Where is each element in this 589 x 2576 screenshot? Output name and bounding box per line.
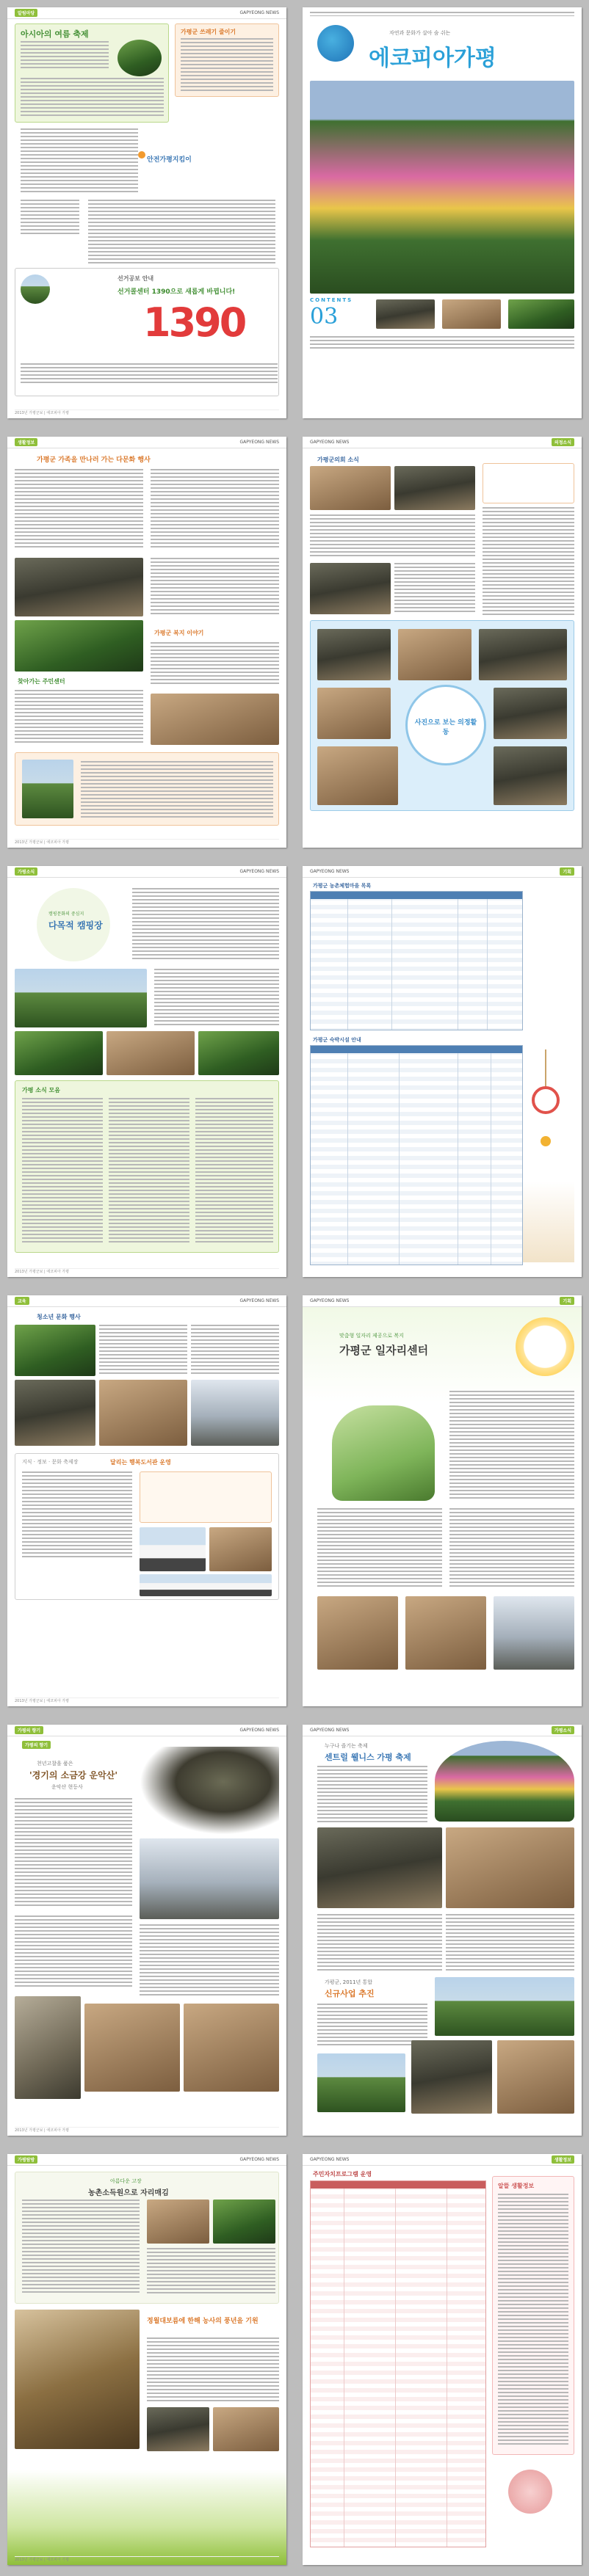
library-label: 지식 · 정보 · 문화 축제장 xyxy=(22,1459,79,1465)
project-photo-1 xyxy=(435,1977,574,2036)
gallery-photo-4 xyxy=(317,688,391,739)
library-title: 달리는 행복도서관 운영 xyxy=(110,1458,171,1466)
gallery-photo-7 xyxy=(494,746,567,805)
article-title: 가평군 가족을 만나러 가는 다문화 행사 xyxy=(37,456,151,464)
village-text-3 xyxy=(147,2337,279,2404)
temple-photo-1 xyxy=(140,1838,279,1919)
village-title: 농촌소득원으로 자리매김 xyxy=(88,2189,169,2197)
festival-title: 센트럴 웰니스 가평 축제 xyxy=(325,1753,411,1762)
gallery-photo-5 xyxy=(494,688,567,739)
camping-photo-1 xyxy=(15,969,147,1027)
article-text-3 xyxy=(151,558,279,616)
festival-photo xyxy=(435,1741,574,1822)
spread-2 xyxy=(0,429,589,859)
temple-title: '경기의 소금강 운악산' xyxy=(29,1770,118,1780)
election-title: 선거공보 안내 xyxy=(118,274,154,282)
village-quote: 정월대보름에 한해 농사의 풍년을 기원 xyxy=(147,2318,259,2325)
festival-text-2 xyxy=(21,78,164,118)
village-photo-2 xyxy=(213,2200,275,2244)
article-text-2 xyxy=(151,469,279,550)
article-text xyxy=(15,469,143,550)
article-photo-2 xyxy=(15,620,143,672)
article-title: 가평군의회 소식 xyxy=(317,456,359,463)
village-photo-3 xyxy=(15,2310,140,2449)
gallery-photo-3 xyxy=(479,629,567,680)
section-text-2 xyxy=(15,690,143,745)
edu-photo-4 xyxy=(191,1380,279,1446)
page-notice xyxy=(7,7,286,418)
contents-thumb-2 xyxy=(442,299,501,329)
jobs-photo-2 xyxy=(405,1596,486,1670)
jobs-text-3 xyxy=(449,1508,574,1589)
festival-text-3 xyxy=(446,1914,574,1973)
header-center: GAPYEONG NEWS xyxy=(310,1298,350,1303)
page-tab: 가평탐방 xyxy=(15,2155,37,2164)
page-education xyxy=(7,1295,286,1706)
cover-photo xyxy=(310,81,574,294)
camping-intro xyxy=(132,888,279,961)
jobs-text-2 xyxy=(317,1508,442,1589)
cover-top-line xyxy=(310,12,574,16)
festival-sub: 누구나 즐기는 축제 xyxy=(325,1743,368,1749)
election-illustration xyxy=(21,274,50,304)
issue-number: 03 xyxy=(310,304,339,330)
notice-text xyxy=(21,128,138,194)
side-notes xyxy=(21,200,79,236)
page-tab: 알림마당 xyxy=(15,9,37,17)
page-header xyxy=(303,1725,582,1736)
article-title: 청소년 문화 행사 xyxy=(37,1313,81,1320)
page-header xyxy=(7,2154,286,2166)
contents-label: CONTENTS xyxy=(310,297,353,303)
page-header xyxy=(7,1295,286,1307)
news-col-1 xyxy=(22,1098,103,1245)
tips-title: 알뜰 생활정보 xyxy=(498,2182,535,2189)
camping-photo-4 xyxy=(198,1031,279,1075)
festival-photo-2 xyxy=(317,1827,442,1908)
page-tab: 생활정보 xyxy=(552,2155,574,2164)
decor-illustration xyxy=(523,1182,574,1262)
library-text xyxy=(22,1471,132,1560)
gallery-photo-2 xyxy=(398,629,471,680)
news-col-3 xyxy=(195,1098,273,1245)
page-footer: 2013년 가평군보 | 에코피아 가평 xyxy=(15,1268,279,1274)
temple-tree-photo xyxy=(140,1747,279,1835)
temple-pagoda-photo xyxy=(15,1996,81,2099)
jobs-sub: 맞춤형 일자리 제공으로 복지 xyxy=(339,1333,404,1339)
page-programs xyxy=(303,2154,582,2565)
festival-photo xyxy=(118,40,162,76)
camping-sub: 캠핑문화의 중심지 xyxy=(48,912,84,917)
section-title-2: 찾아가는 주민센터 xyxy=(18,677,65,685)
page-header xyxy=(303,2154,582,2166)
edu-photo-1 xyxy=(15,1325,95,1376)
sidebar-title: 가평군 쓰레기 줄이기 xyxy=(181,28,236,35)
election-footer-text xyxy=(21,363,278,385)
spread-5 xyxy=(0,1717,589,2147)
festival-text-2 xyxy=(317,1914,442,1973)
brand-mark xyxy=(138,151,145,159)
cover-tagline: 자연과 문화가 살아 숨 쉬는 xyxy=(389,30,451,36)
page-tab: 기획 xyxy=(560,867,574,876)
table-title-2: 가평군 숙박시설 안내 xyxy=(313,1036,361,1043)
camping-photo-3 xyxy=(106,1031,195,1075)
tips-text xyxy=(498,2194,568,2447)
decor-lantern xyxy=(532,1086,560,1114)
village-photo-4 xyxy=(147,2407,209,2451)
library-bus-photo-2 xyxy=(140,1574,272,1596)
page-tab: 가평소식 xyxy=(15,867,37,876)
edu-photo-2 xyxy=(15,1380,95,1446)
festival-title: 아시아의 여름 축제 xyxy=(21,29,89,39)
page-header xyxy=(303,437,582,448)
temple-text xyxy=(15,1798,132,1908)
gallery-photo-1 xyxy=(317,629,391,680)
page-jobs xyxy=(303,1295,582,1706)
page-footer: 2013년 가평군보 | 에코피아 가평 xyxy=(15,839,279,845)
page-header xyxy=(7,7,286,19)
temple-badge: 가평의 향기 xyxy=(22,1741,51,1749)
election-callout: 선거콜센터 1390으로 새롭게 바뀝니다! xyxy=(118,288,236,296)
jobs-photo-1 xyxy=(317,1596,398,1670)
page-tab: 가평의 향기 xyxy=(15,1726,43,1734)
spread-1 xyxy=(0,0,589,429)
section-text xyxy=(151,642,279,686)
festival-photo-3 xyxy=(446,1827,574,1908)
spread-3 xyxy=(0,859,589,1288)
page-festival xyxy=(303,1725,582,2136)
header-center: GAPYEONG NEWS xyxy=(310,2157,350,2162)
header-center: GAPYEONG NEWS xyxy=(239,2157,279,2162)
council-text-2 xyxy=(483,507,574,617)
page-camping xyxy=(7,866,286,1277)
decor-dot xyxy=(541,1136,551,1146)
header-center: GAPYEONG NEWS xyxy=(310,869,350,874)
page-tab: 기획 xyxy=(560,1297,574,1305)
gallery-photo-6 xyxy=(317,746,398,805)
page-tab: 생활정보 xyxy=(15,438,37,446)
edu-photo-3 xyxy=(99,1380,187,1446)
project-title: 신규사업 추진 xyxy=(325,1989,375,1998)
village-text-2 xyxy=(147,2248,275,2296)
page-tab: 의정소식 xyxy=(552,438,574,446)
header-center: GAPYEONG NEWS xyxy=(239,869,279,874)
contents-thumb-1 xyxy=(376,299,435,329)
jobs-title: 가평군 일자리센터 xyxy=(339,1344,429,1357)
programs-title: 주민자치프로그램 운영 xyxy=(313,2170,372,2177)
page-village xyxy=(7,2154,286,2565)
village-photo-1 xyxy=(147,2200,209,2244)
page-footer: 2013년 가평군보 | 에코피아 가평 xyxy=(15,410,279,415)
page-life-info xyxy=(7,437,286,848)
library-bus-photo-1 xyxy=(140,1527,206,1571)
page-footer: 2013년 가평군보 | 에코피아 가평 xyxy=(15,2127,279,2133)
page-cover xyxy=(303,7,582,418)
contents-thumb-3 xyxy=(508,299,574,329)
camping-text xyxy=(154,969,279,1027)
cover-logo-icon xyxy=(317,25,354,62)
temple-photo-3 xyxy=(184,2004,279,2092)
temple-text-3 xyxy=(140,1924,279,1998)
section-title: 가평군 복지 이야기 xyxy=(154,629,204,636)
decor-flower xyxy=(508,2470,552,2514)
table-title: 가평군 농촌체험마을 목록 xyxy=(313,882,372,889)
temple-sub: 천년고찰을 품은 xyxy=(37,1761,73,1767)
festival-text xyxy=(317,1766,427,1824)
temple-photo-2 xyxy=(84,2004,180,2092)
temple-text-2 xyxy=(15,1915,132,1989)
header-center: GAPYEONG NEWS xyxy=(310,1728,350,1733)
cover-masthead: 에코피아가평 xyxy=(369,46,496,71)
page-temple xyxy=(7,1725,286,2136)
village-photo-5 xyxy=(213,2407,279,2451)
table-header-row xyxy=(311,1046,522,1053)
village-sub: 아름다운 고장 xyxy=(110,2178,142,2184)
project-photo-4 xyxy=(497,2040,574,2114)
spread-4 xyxy=(0,1288,589,1717)
village-table xyxy=(310,891,523,1030)
article-photo-3 xyxy=(151,694,279,745)
page-council xyxy=(303,437,582,848)
header-center: GAPYEONG NEWS xyxy=(239,440,279,445)
library-schedule xyxy=(140,1471,272,1523)
council-photo-1 xyxy=(310,466,391,510)
festival-text xyxy=(21,41,109,70)
page-footer: 2013년 가평군보 | 에코피아 가평 xyxy=(15,1698,279,1703)
jobs-text xyxy=(449,1391,574,1501)
bottom-text xyxy=(81,761,273,820)
page-tourism xyxy=(303,866,582,1277)
page-header xyxy=(7,866,286,878)
council-text xyxy=(310,514,475,559)
page-header xyxy=(303,866,582,878)
article-photo xyxy=(15,558,143,616)
spread-6 xyxy=(0,2147,589,2576)
page-header xyxy=(7,437,286,448)
page-tab: 가평소식 xyxy=(552,1726,574,1734)
project-sub: 가평군, 2011년 통합 xyxy=(325,1979,373,1985)
jobs-illustration xyxy=(332,1405,435,1501)
header-center: GAPYEONG NEWS xyxy=(239,1728,279,1733)
header-center: GAPYEONG NEWS xyxy=(310,440,350,445)
news-col-2 xyxy=(109,1098,189,1245)
notice-text-2 xyxy=(88,200,275,266)
brand-logo: 안전가평지킴이 xyxy=(147,156,192,164)
village-footer-art xyxy=(7,2470,286,2565)
header-center: GAPYEONG NEWS xyxy=(239,1298,279,1303)
sidebar-text xyxy=(181,38,273,92)
bottom-photo xyxy=(22,760,73,818)
council-photo-2 xyxy=(394,466,475,510)
programs-table xyxy=(310,2180,486,2547)
table-header-row xyxy=(311,892,522,899)
council-text-3 xyxy=(394,563,475,614)
page-footer: 2013년 가평군보 | 에코피아 가평 xyxy=(15,2556,279,2562)
camping-title: 다목적 캠핑장 xyxy=(48,920,103,931)
council-callout xyxy=(483,463,574,503)
election-number: 1390 xyxy=(143,299,245,346)
page-tab: 교육 xyxy=(15,1297,29,1305)
contents-list xyxy=(310,336,574,351)
gallery-title: 사진으로 보는 의정활동 xyxy=(414,719,477,736)
temple-sub-2: 운악산 현등사 xyxy=(51,1784,83,1790)
edu-text xyxy=(99,1325,187,1376)
edu-text-2 xyxy=(191,1325,279,1376)
header-center: GAPYEONG NEWS xyxy=(239,10,279,15)
news-title: 가평 소식 모음 xyxy=(22,1086,60,1094)
project-photo-2 xyxy=(317,2053,405,2112)
council-photo-3 xyxy=(310,563,391,614)
page-header xyxy=(303,1295,582,1307)
project-photo-3 xyxy=(411,2040,492,2114)
page-header xyxy=(7,1725,286,1736)
jobs-sun-graphic xyxy=(516,1317,574,1376)
library-photo xyxy=(209,1527,272,1571)
camping-photo-2 xyxy=(15,1031,103,1075)
table-header-row xyxy=(311,2181,485,2188)
lodging-table xyxy=(310,1045,523,1265)
village-text xyxy=(22,2200,140,2295)
jobs-photo-3 xyxy=(494,1596,574,1670)
